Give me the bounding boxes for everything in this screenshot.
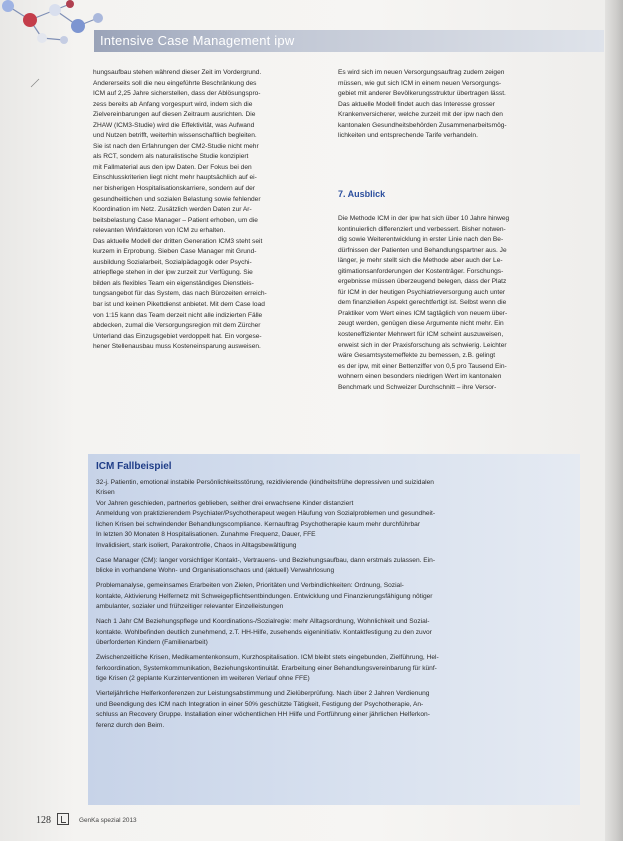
case-text-line: lichen Krisen bei schwindender Behandlungscompliance. Kernauftrag Psychotherapie kaum mehr durchführbar (96, 520, 421, 528)
text-line: zeugt werden, genügen diese Argumente nicht mehr. Ein (338, 320, 504, 328)
text-line: gitimationsanforderungen der Kostenträger. Forschungs- (338, 267, 504, 275)
page-title: Intensive Case Management ipw (100, 33, 295, 48)
text-line: als RCT, sondern als naturalistische Studie konzipiert (93, 153, 249, 161)
text-line: von 1:15 kann das Team derzeit nicht alle indizierten Fälle (93, 311, 263, 319)
text-line: abdecken, zumal die Versorgungsregion mit dem Zürcher (93, 322, 261, 330)
text-line: Sie ist nach den Erfahrungen der CM2-Studie nicht mehr (93, 142, 259, 150)
case-box-title: ICM Fallbeispiel (96, 461, 172, 472)
text-line: Das aktuelle Modell findet auch das Interesse grosser (338, 100, 495, 108)
text-line: müssen, wie gut sich ICM in einem neuen Versorgungs- (338, 79, 502, 87)
case-text-line: Nach 1 Jahr CM Beziehungspflege und Koordinations-/Sozialregie: mehr Alltagsordnung, Wohnlichkeit und Sozial- (96, 618, 430, 626)
case-text-line: blicke in vorhandene Wohn- und Organisationschaos und (aktuell) Verwahrlosung (96, 567, 335, 575)
case-text-line: kontakte, Aktivierung Helfernetz mit Schweigepflichtsentbindungen. Entwicklung und Finanzierungsfähigung nötiger (96, 592, 433, 600)
page-binding-shadow (605, 0, 623, 841)
text-line: länger, je mehr stellt sich die Methode aber auch der Le- (338, 257, 503, 265)
text-line: Das aktuelle Modell der dritten Generation ICM3 steht seit (93, 237, 263, 245)
text-line: bilden als flexibles Team ein eigenständiges Dienstleis- (93, 279, 254, 287)
text-line: dem finanziellen Aspekt gerechtfertigt ist. Selbst wenn die (338, 299, 507, 307)
case-text-line: 32-j. Patientin, emotional instabile Persönlichkeitsstörung, rezidivierende (kindheitsfrühe depressiven und suizidalen (96, 479, 434, 486)
text-line: ergebnisse müssen überzeugend belegen, dass der Platz (338, 278, 507, 286)
case-text-line: Case Manager (CM): langer vorsichtiger Kontakt-, Vertrauens- und Beziehungsaufbau, dann erstmals zulassen. Ein- (96, 556, 436, 564)
text-line: kosteneffizienter Mehrwert für ICM scheint auszuweisen, (338, 331, 504, 339)
pencil-mark-icon (30, 78, 40, 88)
text-line: kontinuierlich differenziert und verbessert. Bisher notwen- (338, 225, 506, 233)
section-heading: 7. Ausblick (338, 189, 386, 199)
text-line: mit Fallmaterial aus den ipw Daten. Der Fokus bei den (93, 163, 252, 171)
text-line: Die Methode ICM in der ipw hat sich über 10 Jahre hinweg (338, 215, 510, 222)
text-line: beitsbelastung Case Manager – Patient erhoben, um die (93, 216, 258, 224)
text-line: gesundheitlichen und sozialen Belastung sowie fehlender (93, 195, 261, 203)
case-text-line: In letzten 30 Monaten 8 Hospitalisationen. Zunahme Frequenz, Dauer, FFE (96, 531, 316, 539)
text-line: Zielvereinbarungen auf diesen Zeitraum ausrichten. Die (93, 111, 256, 119)
text-line: Es wird sich im neuen Versorgungsauftrag zudem zeigen (338, 69, 505, 76)
text-line: dig sowie Weiterentwicklung in erster Linie nach den Be- (338, 236, 504, 244)
case-text-line: tige Krisen (2 geplante Kurzinterventionen im weiteren Verlauf ohne FFE) (96, 675, 310, 683)
text-line: gebiet mit anderer Bevölkerungsstruktur übertragen lässt. (338, 90, 506, 98)
text-line: Koordination im Netz. Zusätzlich werden Daten zur Ar- (93, 206, 252, 214)
text-line: lichkeiten und entsprechende Tarife verhandeln. (338, 132, 478, 140)
text-line: zess bereits ab Anfang vorgespurt wird, indem sich die (93, 100, 253, 108)
text-line: kantonalen Gesundheitsbehörden Zusammenarbeitsmög- (338, 121, 507, 129)
text-line: Andererseits soll die neu eingeführte Beschränkung des (93, 79, 257, 87)
text-line: ICM auf 2,25 Jahre sicherstellen, dass der Ablösungspro- (93, 90, 261, 98)
case-box-content (96, 478, 574, 731)
text-line: hener Stellenausbau muss Kosteneinsparung ausweisen. (93, 343, 261, 351)
case-text-line: ambulanter, sozialer und frühzeitiger relevanter Einzelleistungen (96, 603, 284, 611)
page-number: 128 (36, 815, 51, 826)
case-text-line: Krisen (96, 489, 115, 497)
case-text-line: ferenz durch den Beim. (96, 721, 165, 729)
case-text-line: ferkoordination, Systemkommunikation, Beziehungskontinuität. Erarbeitung einer Behandlungsvereinbarung für künf- (96, 664, 437, 672)
text-line: Einschlusskriterien liegt nicht mehr hauptsächlich auf ei- (93, 174, 257, 182)
case-text-line: Problemanalyse, gemeinsames Erarbeiten von Zielen, Prioritäten und Verbindlichkeiten: Ordnung, Sozial- (96, 582, 404, 590)
text-line: atriepflege stehen in der ipw zurzeit zur Verfügung. Sie (93, 269, 253, 277)
text-line: ner bisherigen Hospitalisationskarriere, sondern auf der (93, 185, 256, 193)
case-text-line: Vierteljährliche Helferkonferenzen zur Leistungsabstimmung und Zielüberprüfung. Nach über 2 Jahren Verdienung (96, 690, 430, 698)
text-line: kurzem in Erprobung. Sieben Case Manager mit Grund- (93, 248, 257, 256)
case-text-line: Zwischenzeitliche Krisen, Medikamentenkonsum, Kurzhospitalisation. ICM bleibt stets eingebunden, Zielführung, Hel- (96, 654, 439, 662)
text-line: tungsangebot für das System, das nach Bürozeiten erreich- (93, 290, 267, 298)
text-line: hungsaufbau stehen während dieser Zeit im Vordergrund. (93, 69, 262, 76)
case-text-line: und Beendigung des ICM nach Integration in einer 50% geschützte Tätigkeit, Festigung der Psychotherapie, An- (96, 700, 424, 708)
case-text-line: schluss an Recovery Gruppe. Installation einer wöchentlichen HH Hilfe und Fortführung einer jährlichen Helferkon- (96, 711, 430, 719)
article-left-column (93, 68, 324, 353)
case-text-line: überforderten Kindern (Familienarbeit) (96, 639, 208, 647)
case-text-line: kontakte. Wohlbefinden deutlich zunehmend, z.T. HH-Hilfe, zusehends eigeninitiativ. Kontaktfestigung zu den zuvor (96, 628, 432, 636)
text-line: Krankenversicherer, welche zurzeit mit der ipw nach den (338, 111, 503, 119)
text-line: Benchmark und Schweizer Durchschnitt – ihre Versor- (338, 383, 497, 391)
text-line: ausbildung Sozialarbeit, Sozialpädagogik oder Psychi- (93, 258, 252, 266)
case-text-line: Anmeldung von praktizierendem Psychiater/Psychotherapeut wegen Häufung von Sozialproblemen und gesundheit- (96, 510, 436, 518)
article-right-column-top (338, 68, 573, 142)
journal-logo-icon (57, 813, 69, 825)
case-text-line: Vor Jahren geschieden, partnerlos geblieben, seither drei erwachsene Kinder distanziert (96, 499, 354, 507)
article-right-column-bottom (338, 214, 573, 393)
text-line: für ICM in der heutigen Psychiatrieversorgung auch unter (338, 288, 506, 296)
text-line: wäre Gesamtsystemeffekte zu bemessen, z.B. gelingt (338, 352, 496, 360)
text-line: dürfnissen der Patienten und Behandlungspartner aus. Je (338, 246, 507, 254)
case-text-line: Invalidisiert, stark isoliert, Parakontrolle, Chaos in Alltagsbewältigung (96, 541, 297, 549)
text-line: relevanten Wirkfaktoren von ICM zu erhalten. (93, 227, 226, 235)
text-line: es der ipw, mit einer Bettenziffer von 0,5 pro Tausend Ein- (338, 362, 507, 370)
text-line: bar ist und keinen Pikettdienst anbietet. Mit dem Case load (93, 301, 265, 309)
text-line: erweist sich in der Praxisforschung als schwierig. Leichter (338, 341, 507, 349)
text-line: Unterland das Einzugsgebiet verdoppelt hat. Ein vorgese- (93, 332, 262, 340)
footer-journal-name: GenKa spezial 2013 (79, 817, 137, 824)
text-line: Praktiker vom Wert eines ICM tagtäglich von neuem über- (338, 309, 508, 317)
text-line: und Nutzen betrifft, weiterhin wissenschaftlich begleiten. (93, 132, 257, 140)
text-line: ZHAW (ICM3-Studie) wird die Effektivität, was Aufwand (93, 121, 255, 129)
text-line: wohnern einen besonders niedrigen Wert im kantonalen (338, 373, 502, 381)
